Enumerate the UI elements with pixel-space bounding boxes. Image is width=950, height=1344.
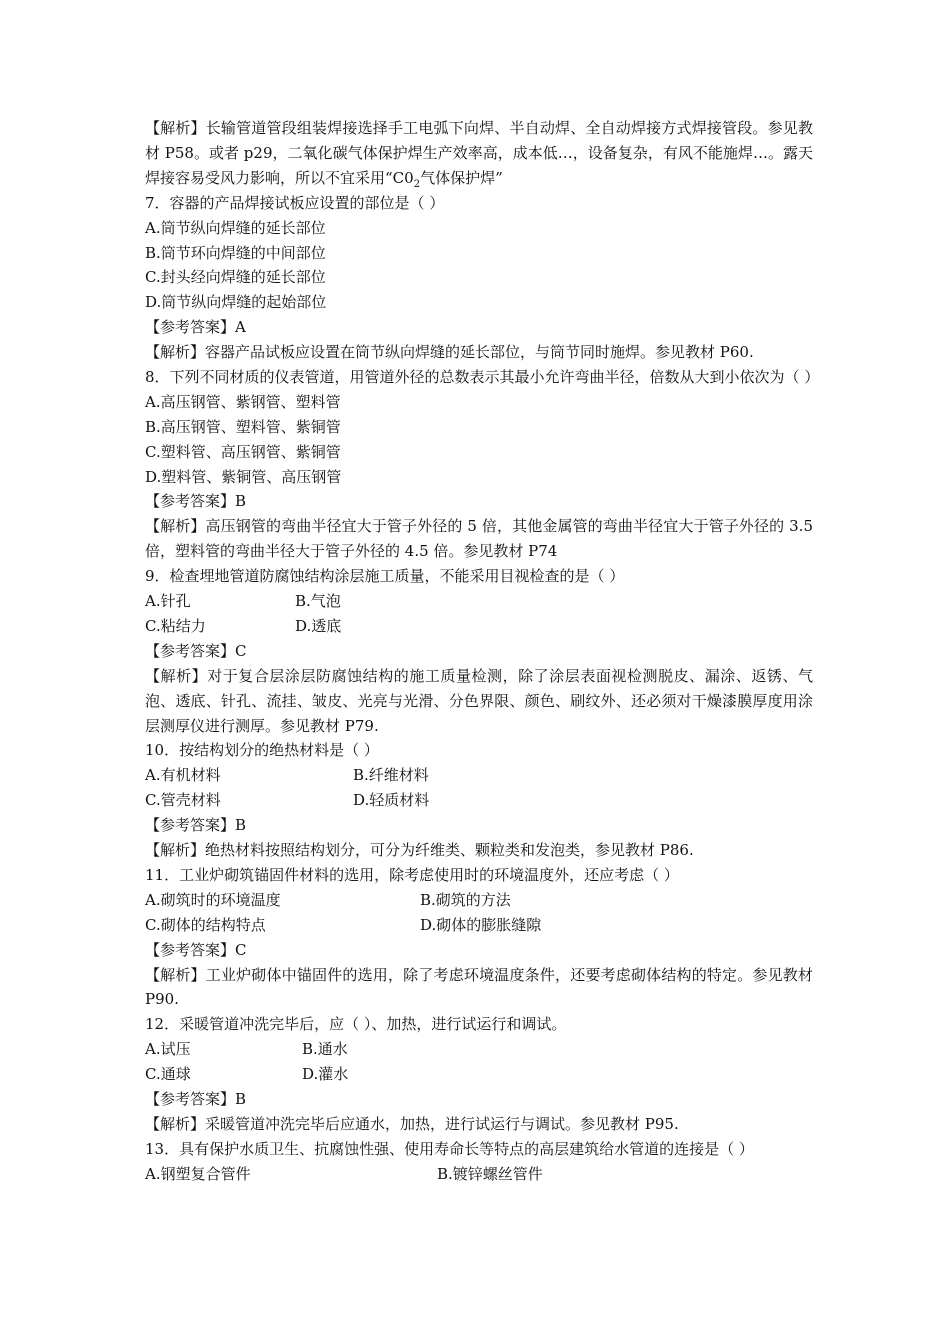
option-text: A.有机材料 [145, 766, 221, 785]
option-text: D.筒节纵向焊缝的起始部位 [145, 293, 327, 312]
question-text: 7．容器的产品焊接试板应设置的部位是（ ） [145, 193, 445, 212]
analysis-paragraph: 【解析】高压钢管的弯曲半径宜大于管子外径的 5 倍，其他金属管的弯曲半径宜大于管子外径的 3.5 倍，塑料管的弯曲半径大于管子外径的 4.5 倍。参见教材 P74 [145, 517, 813, 561]
answer-line: 【参考答案】B [145, 1090, 247, 1109]
question-text: 10．按结构划分的绝热材料是（ ） [145, 741, 379, 760]
option-row [145, 1062, 813, 1087]
answer-line: 【参考答案】C [145, 940, 247, 959]
analysis-paragraph: 【解析】工业炉砌体中锚固件的选用，除了考虑环境温度条件，还要考虑砌体结构的特定。参见教材 P90. [145, 965, 813, 1009]
answer-line: 【参考答案】B [145, 816, 247, 835]
answer-line: 【参考答案】C [145, 641, 247, 660]
option-text: B.气泡 [295, 592, 341, 611]
option-row [145, 888, 813, 913]
option-row [145, 1162, 813, 1187]
option-text: C.塑料管、高压钢管、紫铜管 [145, 442, 341, 461]
question-text: 13．具有保护水质卫生、抗腐蚀性强、使用寿命长等特点的高层建筑给水管道的连接是（ ） [145, 1139, 754, 1158]
option-text: A.针孔 [145, 592, 191, 611]
analysis-paragraph: 【解析】对于复合层涂层防腐蚀结构的施工质量检测，除了涂层表面视检测脱皮、漏涂、返锈、气泡、透底、针孔、流挂、皱皮、光亮与光滑、分色界限、颜色、刷纹外、还必须对干燥漆膜厚度用涂层测厚仪进行测厚。参见教材 P79. [145, 666, 813, 735]
option-text: A.筒节纵向焊缝的延长部位 [145, 218, 326, 237]
answer-line: 【参考答案】A [145, 318, 246, 337]
option-text: D.塑料管、紫铜管、高压钢管 [145, 467, 342, 486]
option-row [145, 913, 813, 938]
question-text: 8．下列不同材质的仪表管道，用管道外径的总数表示其最小允许弯曲半径，倍数从大到小依次为（ ） [145, 367, 820, 386]
option-row [145, 1037, 813, 1062]
analysis-paragraph [145, 116, 813, 191]
option-text: D.砌体的膨胀缝隙 [420, 915, 542, 934]
option-text: C.粘结力 [145, 616, 206, 635]
option-row [145, 788, 813, 813]
option-text: A.砌筑时的环境温度 [145, 890, 281, 909]
option-row [145, 763, 813, 788]
option-text: D.灌水 [302, 1065, 349, 1084]
option-text: A.高压钢管、紫钢管、塑料管 [145, 392, 341, 411]
option-row [145, 589, 813, 614]
option-row [145, 614, 813, 639]
option-text: B.砌筑的方法 [420, 890, 511, 909]
question-text: 9．检查埋地管道防腐蚀结构涂层施工质量，不能采用目视检查的是（ ） [145, 567, 625, 586]
analysis-paragraph: 【解析】容器产品试板应设置在筒节纵向焊缝的延长部位，与筒节同时施焊。参见教材 P60. [145, 343, 754, 362]
subscript: 2 [413, 178, 421, 190]
option-text: C.砌体的结构特点 [145, 915, 266, 934]
option-text: D.轻质材料 [353, 791, 430, 810]
option-text: D.透底 [295, 616, 342, 635]
analysis-paragraph: 【解析】采暖管道冲洗完毕后应通水，加热，进行试运行与调试。参见教材 P95. [145, 1114, 679, 1133]
option-text: B.镀锌螺丝管件 [437, 1164, 543, 1183]
option-text: C.封头经向焊缝的延长部位 [145, 268, 326, 287]
option-text: B.通水 [302, 1040, 348, 1059]
question-text: 12．采暖管道冲洗完毕后，应（ ）、加热，进行试运行和调试。 [145, 1015, 567, 1034]
question-text: 11．工业炉砌筑锚固件材料的选用，除考虑使用时的环境温度外，还应考虑（ ） [145, 865, 679, 884]
text-segment: 气体保护焊” [420, 168, 503, 187]
option-text: A.试压 [145, 1040, 191, 1059]
option-text: B.纤维材料 [353, 766, 429, 785]
option-text: A.钢塑复合管件 [145, 1164, 251, 1183]
text-segment: 【解析】长输管道管段组装焊接选择手工电弧下向焊、半自动焊、全自动焊接方式焊接管段。参见教材 P58。或者 p29，二氧化碳气体保护焊生产效率高，成本低…，设备复杂，有风不能施焊…。露天焊接容易受风力影响，所以不宜采用“C0 [145, 119, 813, 187]
answer-line: 【参考答案】B [145, 492, 247, 511]
document-page [145, 116, 820, 1187]
option-text: B.高压钢管、塑料管、紫铜管 [145, 417, 341, 436]
option-text: C.管壳材料 [145, 791, 221, 810]
analysis-paragraph: 【解析】绝热材料按照结构划分，可分为纤维类、颗粒类和发泡类，参见教材 P86. [145, 841, 694, 860]
option-text: B.筒节环向焊缝的中间部位 [145, 243, 326, 262]
option-text: C.通球 [145, 1065, 191, 1084]
